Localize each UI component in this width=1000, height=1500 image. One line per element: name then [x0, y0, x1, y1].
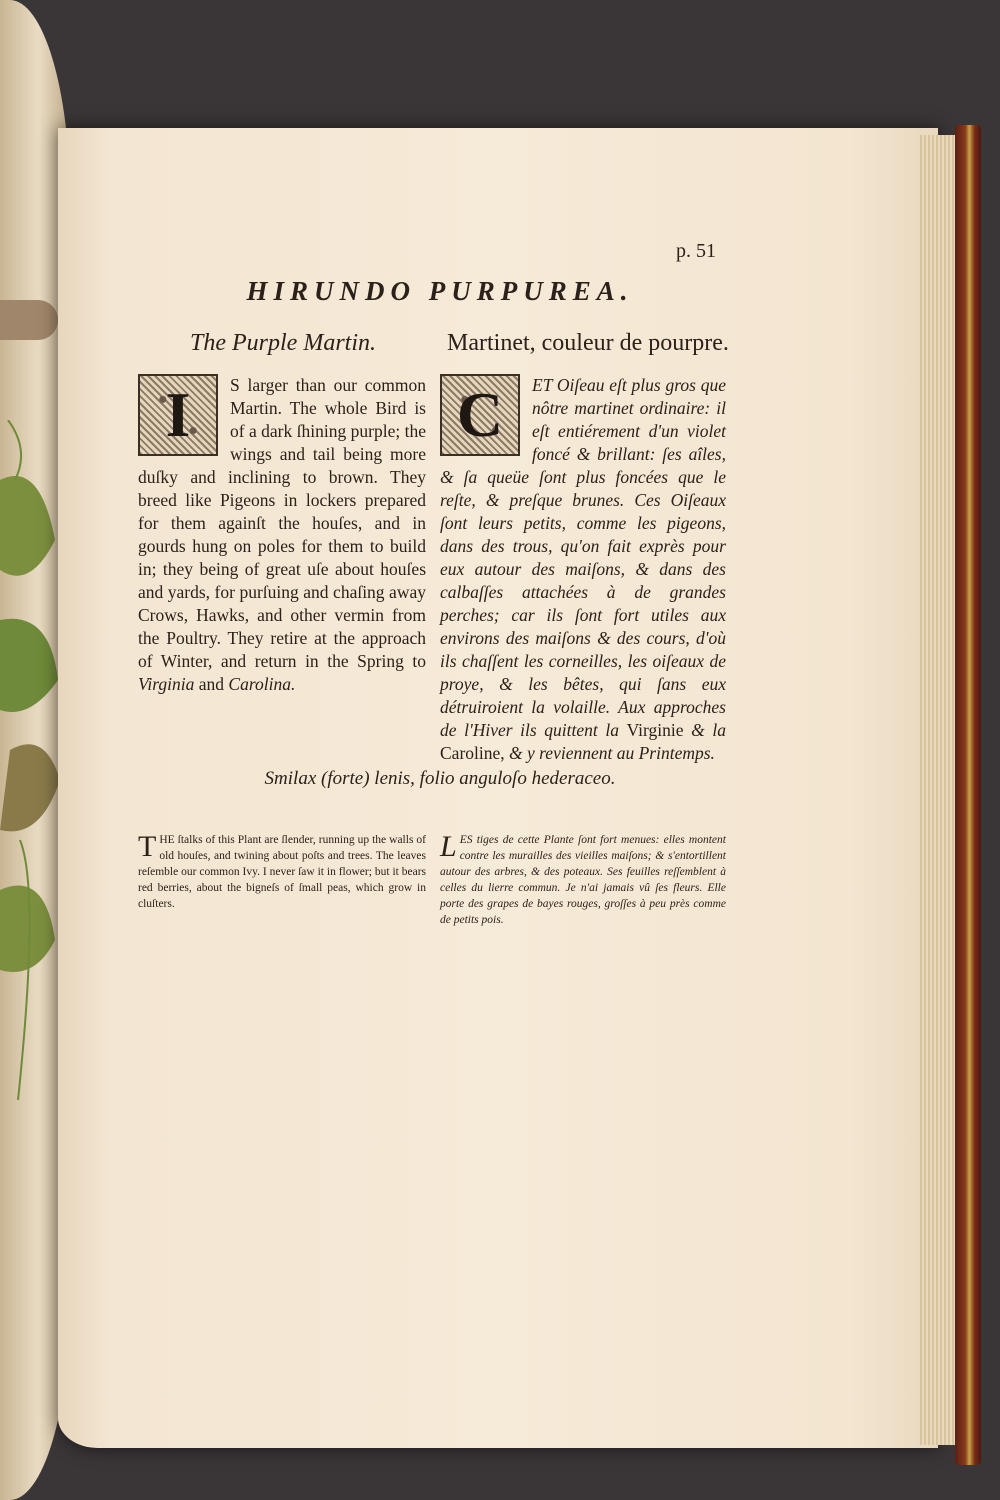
plant-french-description: [440, 832, 726, 928]
place-carolina: Carolina.: [228, 674, 296, 694]
plant-french-cap: L: [440, 830, 457, 863]
plant-title: Smilax (forte) lenis, folio anguloſo hederaceo.: [264, 768, 616, 789]
french-description: [440, 374, 726, 765]
page-number: p. 51: [676, 240, 716, 262]
english-body: S larger than our common Martin. The whole Bird is of a dark ſhining purple; the wings and tail being more duſky and inclining to brown. They breed like Pigeons in lockers prepared for them againſt the houſes, and in gourds hung on poles for them to build in; they being of great uſe about houſes and yards, for purſuing and chaſing away Crows, Hawks, and other vermin from the Poultry. They retire at the approach of Winter, and return in the Spring to: [138, 375, 426, 671]
french-heading: Martinet, couleur de pourpre.: [447, 330, 729, 356]
french-end: & y reviennent au Printemps.: [504, 743, 715, 763]
place-virginia: Virginia: [138, 674, 195, 694]
french-mid: & la: [683, 720, 726, 740]
english-description: [138, 374, 426, 696]
place-caroline: Caroline,: [440, 743, 505, 763]
page-edges: [920, 135, 958, 1445]
plant-english-description: [138, 832, 426, 912]
plant-english-body: HE ſtalks of this Plant are ſlender, running up the walls of old houſes, and twining about poſts and trees. The leaves reſemble our common Ivy. I never ſaw it in flower; but it bears red berries, about the bigneſs of ſmall peas, which grow in cluſters.: [138, 834, 426, 910]
place-virginie: Virginie: [626, 720, 684, 740]
plant-english-cap: T: [138, 830, 157, 863]
gilt-binding: [955, 125, 981, 1465]
ornamental-drop-cap-i: I: [138, 374, 218, 456]
plant-french-body: ES tiges de cette Plante ſont fort menues: elles montent contre les murailles des vieilles maiſons; & s'entortillent autour des arbres, & des poteaux. Ses feuilles reſſemblent à celles du lierre commun. Je n'ai jamais vû ſes fleurs. Elle porte des grapes de bayes rouges, groſſes à peu près comme de petits pois.: [440, 834, 726, 926]
french-body: ET Oiſeau eſt plus gros que nôtre martinet ordinaire: il eſt entiérement d'un violet foncé & brillant: ſes aîles, & ſa queüe ſont plus foncées que le reſte, & preſque brunes. Ces Oiſeaux ſont leurs petits, comme les pigeons, dans des trous, qu'on fait exprès pour eux autour des maiſons, & dans des calbaſſes attachées à de grandes perches; car ils ſont fort utiles aux environs des maiſons & des cours, d'où ils chaſſent les corneilles, les oiſeaux de proye, & les bêtes, qui ſans eux détruiroient la volaille. Aux approches de l'Hiver ils quittent la: [440, 375, 726, 740]
plate-leaves-illustration: [0, 420, 62, 1100]
ornamental-drop-cap-c: C: [440, 374, 520, 456]
main-title: HIRUNDO PURPUREA.: [246, 276, 634, 306]
english-and: and: [194, 674, 229, 694]
english-heading: The Purple Martin.: [190, 330, 376, 356]
plate-branch-illustration: [0, 300, 58, 340]
